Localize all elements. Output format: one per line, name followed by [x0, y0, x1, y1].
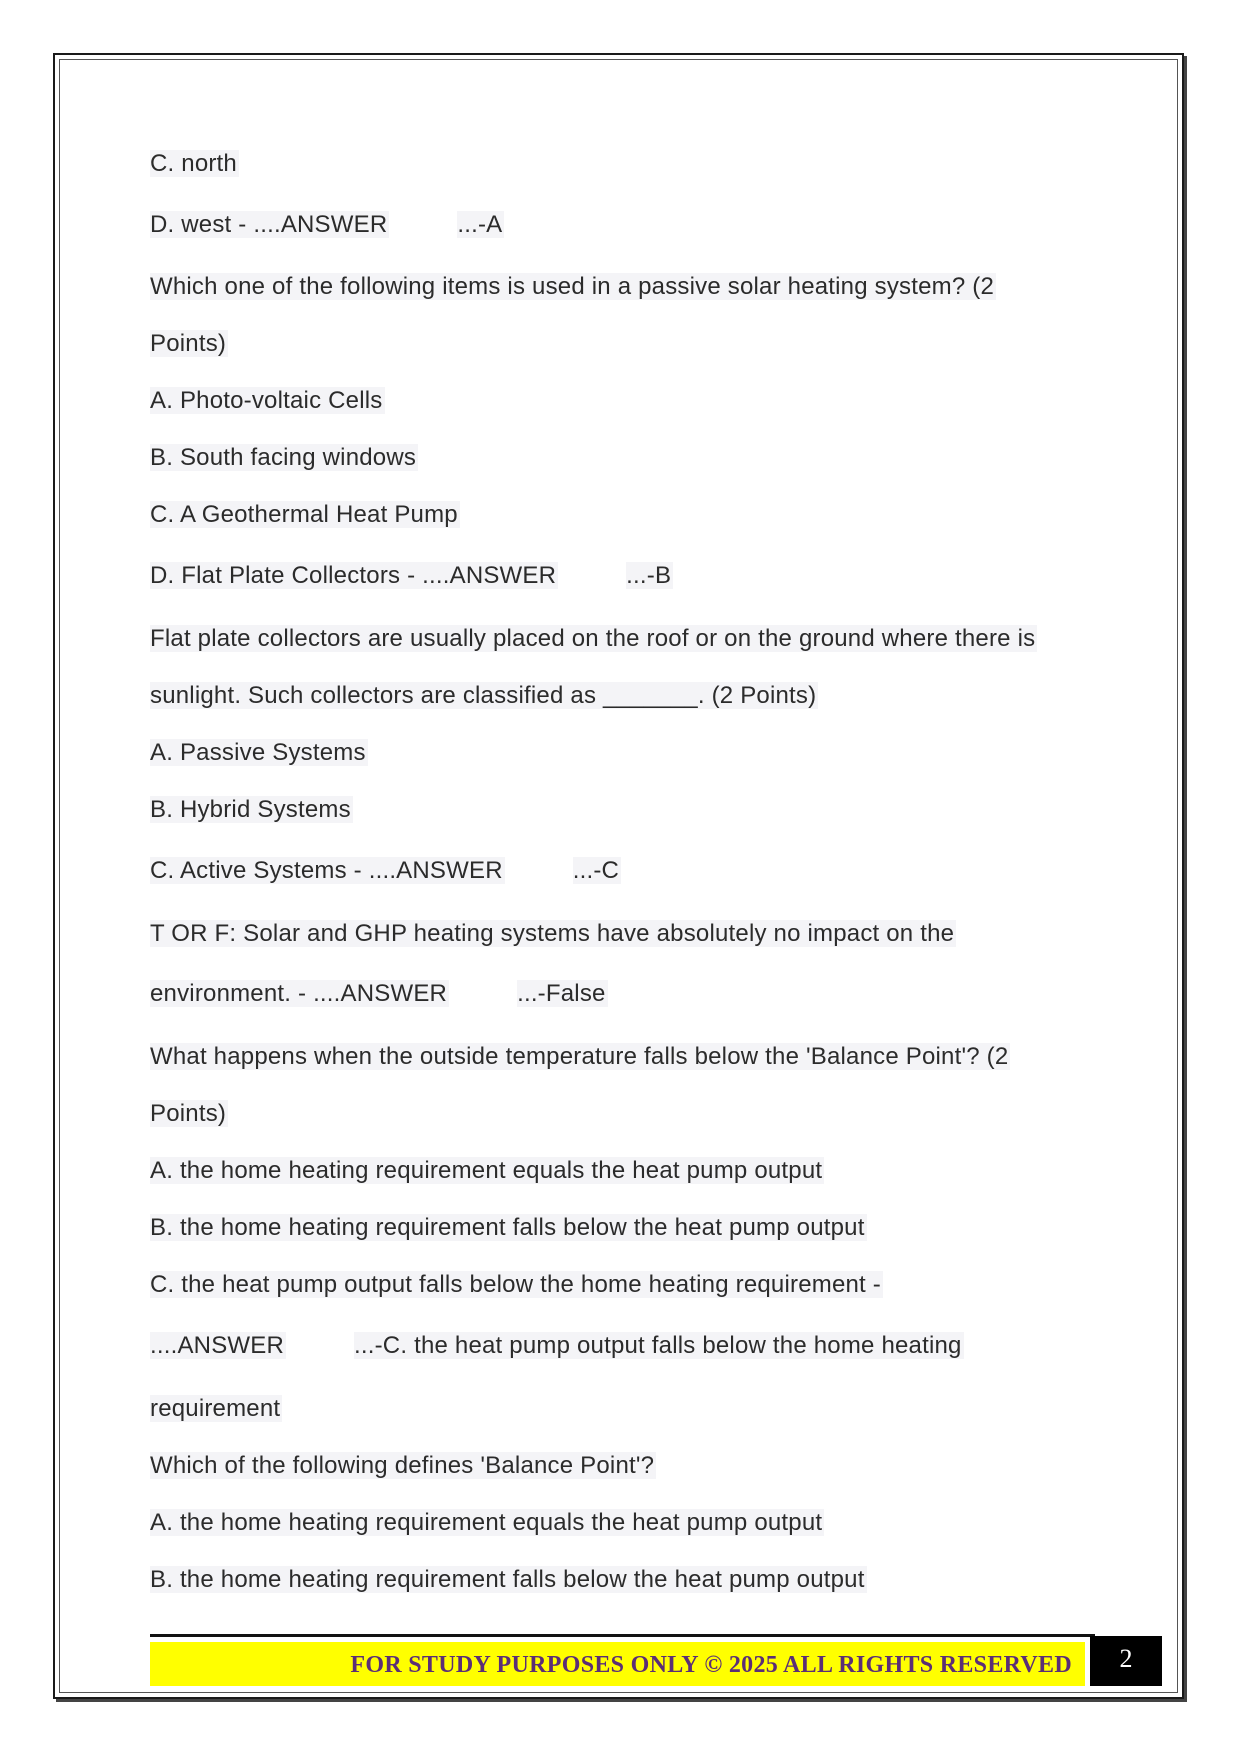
option-d-west-answer: D. west - ....ANSWER ...-A: [150, 211, 503, 238]
option-d-flat-plate-answer: D. Flat Plate Collectors - ....ANSWER ...-B: [150, 562, 672, 589]
footer-copyright: FOR STUDY PURPOSES ONLY © 2025 ALL RIGHTS RESERVED: [350, 1652, 1072, 1678]
question-balance-point-below-cont: Points): [150, 1100, 227, 1127]
option-c-north: C. north: [150, 150, 237, 177]
option-b-south-windows: B. South facing windows: [150, 444, 417, 471]
option-a-equals-2: A. the home heating requirement equals the heat pump output: [150, 1509, 823, 1536]
page-number: 2: [1090, 1636, 1162, 1686]
option-c-active-answer: C. Active Systems - ....ANSWER ...-C: [150, 857, 620, 884]
footer-rule: [150, 1634, 1095, 1637]
balance-point-answer: ....ANSWER ...-C. the heat pump output falls below the home heating: [150, 1332, 962, 1359]
option-a-photovoltaic: A. Photo-voltaic Cells: [150, 387, 383, 414]
balance-point-answer-cont: requirement: [150, 1395, 281, 1422]
option-a-equals: A. the home heating requirement equals the heat pump output: [150, 1157, 823, 1184]
question-define-balance-point: Which of the following defines 'Balance Point'?: [150, 1452, 655, 1479]
question-passive-solar: Which one of the following items is used in a passive solar heating system? (2: [150, 273, 995, 300]
question-passive-solar-cont: Points): [150, 330, 227, 357]
option-b-hybrid-systems: B. Hybrid Systems: [150, 796, 351, 823]
option-b-falls-below: B. the home heating requirement falls below the heat pump output: [150, 1214, 865, 1241]
option-c-output-below: C. the heat pump output falls below the home heating requirement -: [150, 1271, 881, 1298]
option-a-passive-systems: A. Passive Systems: [150, 739, 366, 766]
option-b-falls-below-2: B. the home heating requirement falls below the heat pump output: [150, 1566, 865, 1593]
question-flat-plate-cont: sunlight. Such collectors are classified as _______. (2 Points): [150, 682, 817, 709]
question-balance-point-below: What happens when the outside temperature falls below the 'Balance Point'? (2: [150, 1043, 1009, 1070]
option-c-geothermal: C. A Geothermal Heat Pump: [150, 501, 458, 528]
question-flat-plate: Flat plate collectors are usually placed on the roof or on the ground where there is: [150, 625, 1036, 652]
true-false-answer: environment. - ....ANSWER ...-False: [150, 980, 606, 1007]
question-true-false: T OR F: Solar and GHP heating systems have absolutely no impact on the: [150, 920, 955, 947]
